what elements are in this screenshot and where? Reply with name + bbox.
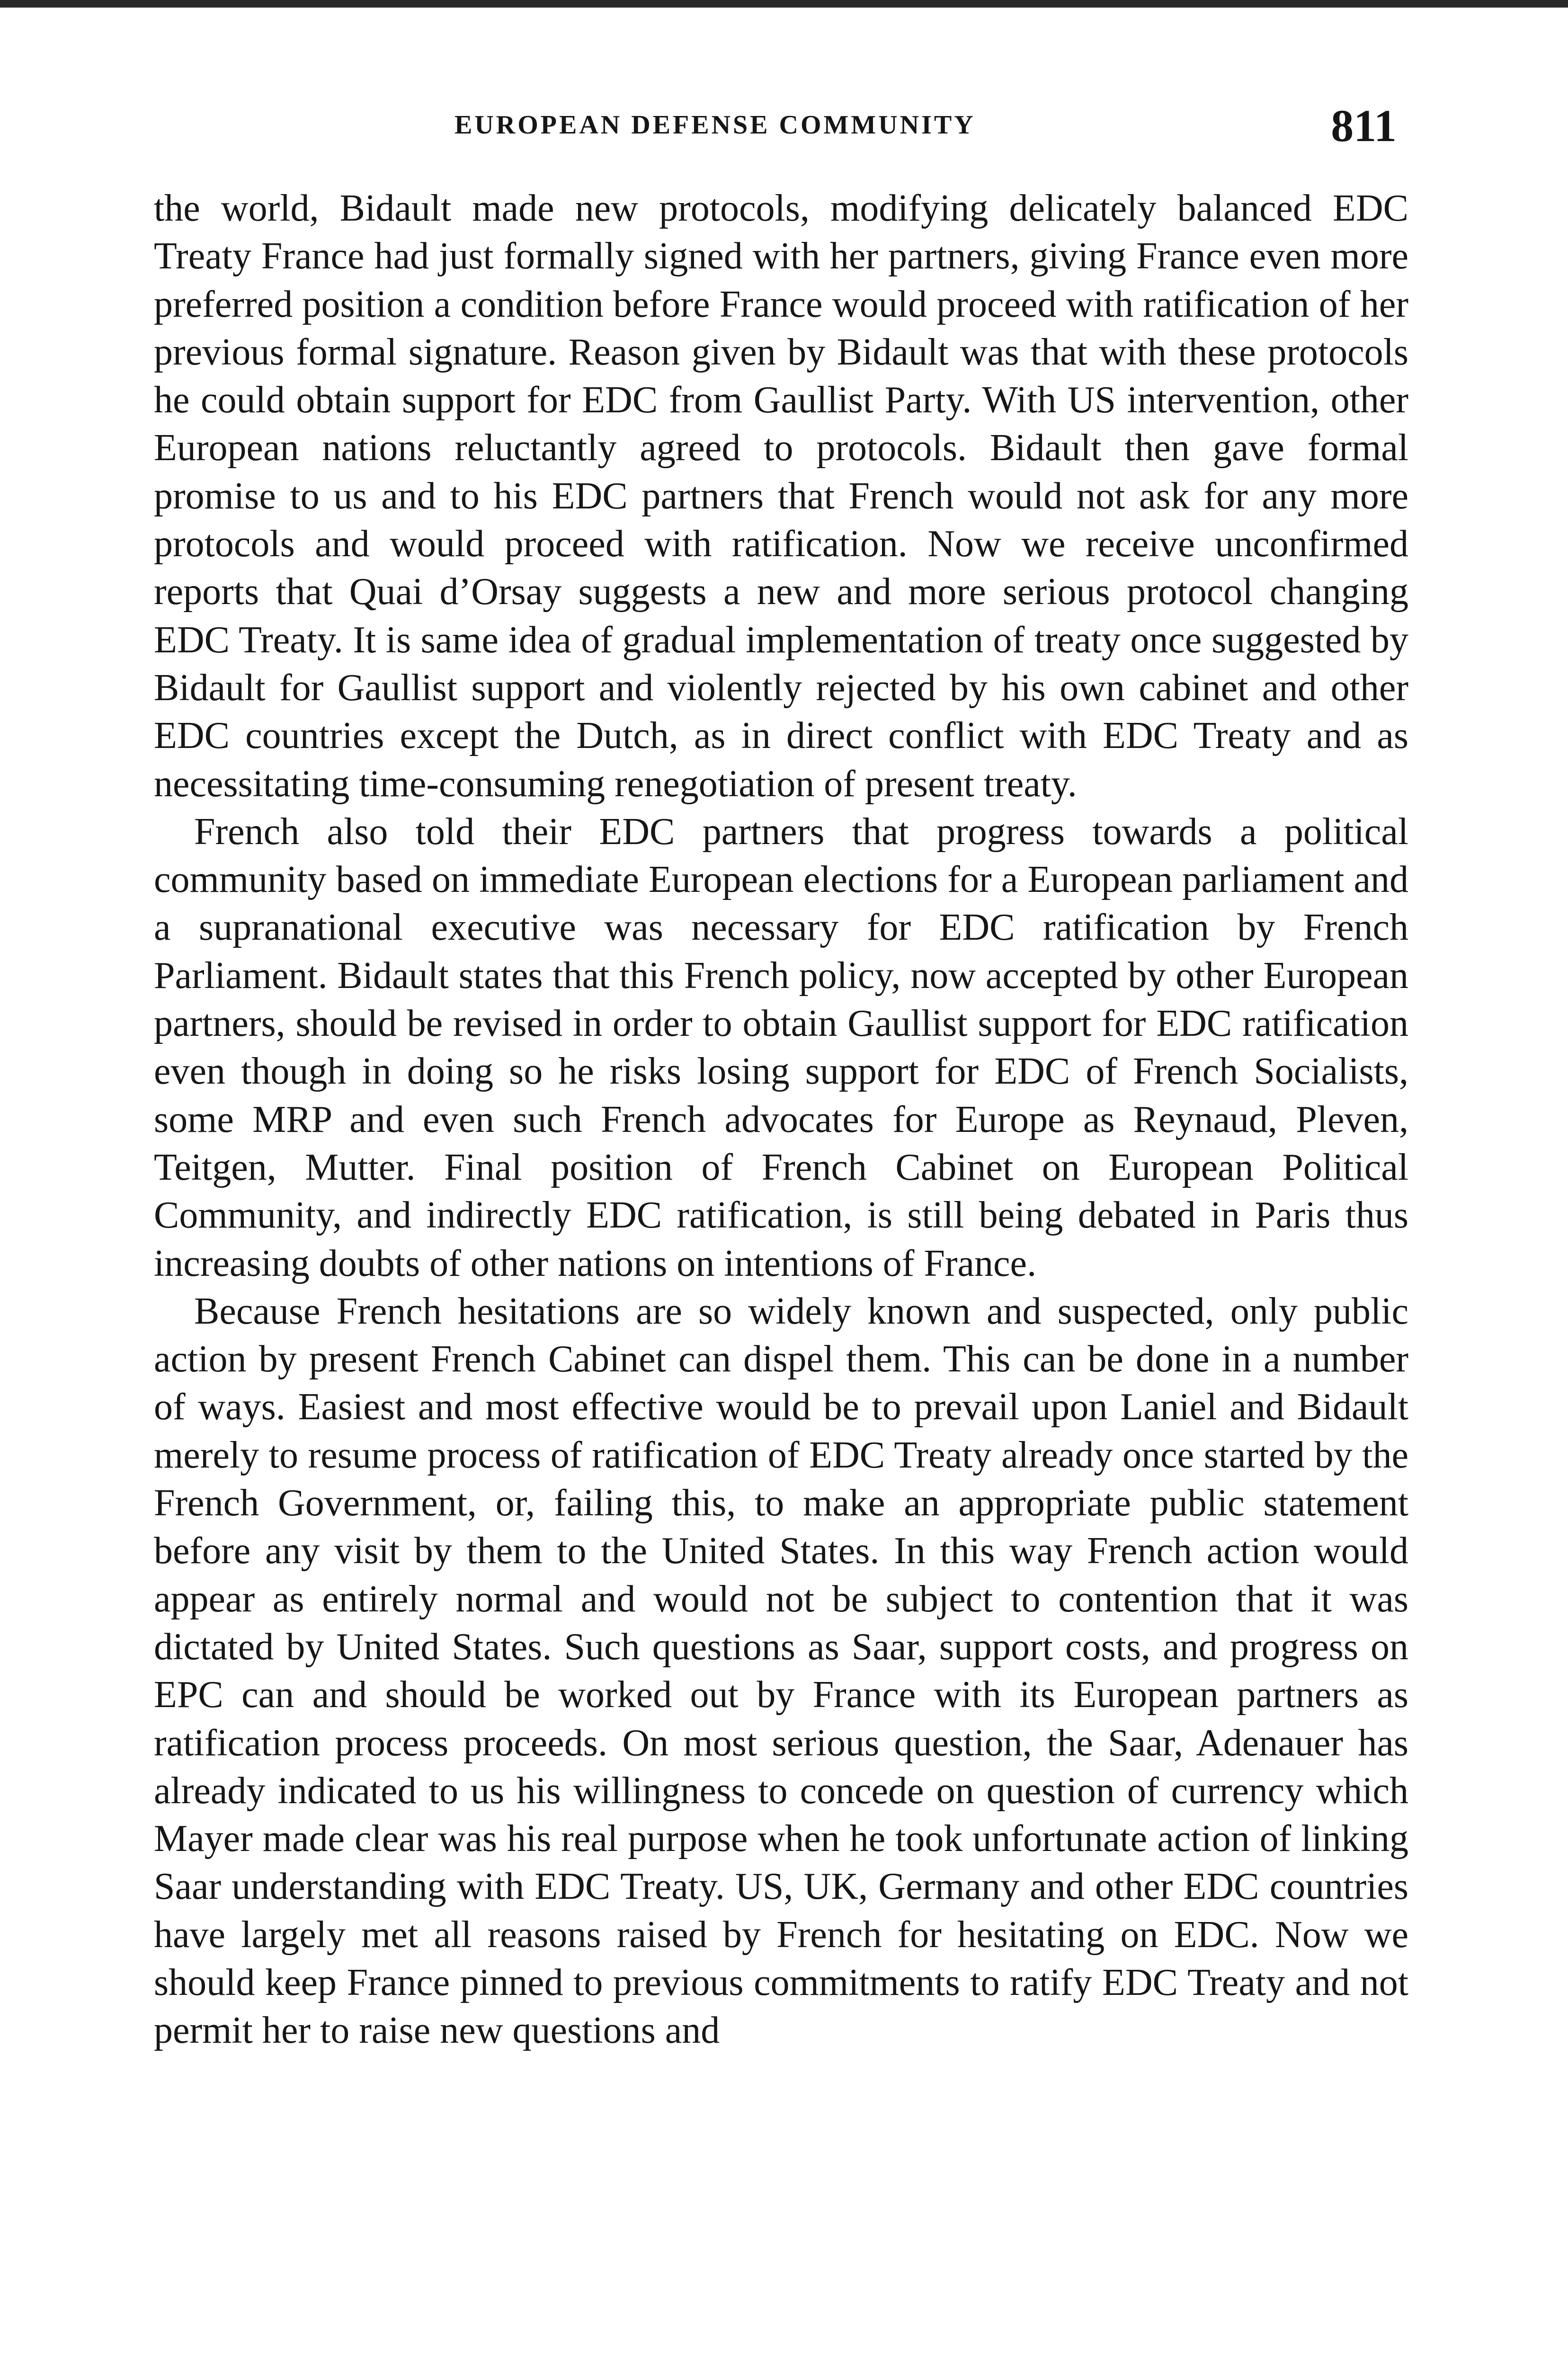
body-text bbox=[154, 185, 1408, 2362]
running-head: EUROPEAN DEFENSE COMMUNITY bbox=[454, 110, 976, 140]
page-header bbox=[156, 99, 1406, 151]
top-border-rule bbox=[0, 0, 1568, 8]
page-number: 811 bbox=[1331, 100, 1397, 151]
paragraph-3: Because French hesitations are so widely known and suspected, only public action by present French Cabinet can dispel them. This can be done in a number of ways. Easiest and most effective would be to prevail upon Laniel and Bidault merely to resume process of ratification of EDC Treaty already once started by the French Government, or, failing this, to make an appropriate public statement before any visit by them to the United States. In this way French action would appear as entirely normal and would not be subject to contention that it was dictated by United States. Such questions as Saar, support costs, and progress on EPC can and should be worked out by France with its European partners as ratification process proceeds. On most serious question, the Saar, Adenauer has already indicated to us his willingness to concede on question of currency which Mayer made clear was his real purpose when he took unfortunate action of linking Saar understanding with EDC Treaty. US, UK, Germany and other EDC countries have largely met all reasons raised by French for hesitating on EDC. Now we should keep France pinned to previous commitments to ratify EDC Treaty and not permit her to raise new questions and bbox=[154, 1290, 1408, 2052]
paragraph-2: French also told their EDC partners that progress towards a political community based on immediate European elections for a European parliament and a supranational executive was necessary for EDC ratification by French Parliament. Bidault states that this French policy, now accepted by other European partners, should be revised in order to obtain Gaullist support for EDC ratification even though in doing so he risks losing support for EDC of French Socialists, some MRP and even such French advocates for Europe as Reynaud, Pleven, Teitgen, Mutter. Final position of French Cabinet on European Political Community, and indirectly EDC ratification, is still being debated in Paris thus increasing doubts of other nations on intentions of France. bbox=[154, 810, 1408, 1284]
paragraph-1: the world, Bidault made new protocols, modifying delicately balanced EDC Treaty France had just formally signed with her partners, giving France even more preferred position a condition before France would proceed with ratification of her previous formal signature. Reason given by Bidault was that with these protocols he could obtain support for EDC from Gaullist Party. With US intervention, other European nations reluctantly agreed to protocols. Bidault then gave formal promise to us and to his EDC partners that French would not ask for any more protocols and would proceed with ratification. Now we receive unconfirmed reports that Quai d’Orsay suggests a new and more serious protocol changing EDC Treaty. It is same idea of gradual implementation of treaty once suggested by Bidault for Gaullist support and violently rejected by his own cabinet and other EDC countries except the Dutch, as in direct conflict with EDC Treaty and as necessitating time-consuming renegotiation of present treaty. bbox=[154, 187, 1408, 805]
